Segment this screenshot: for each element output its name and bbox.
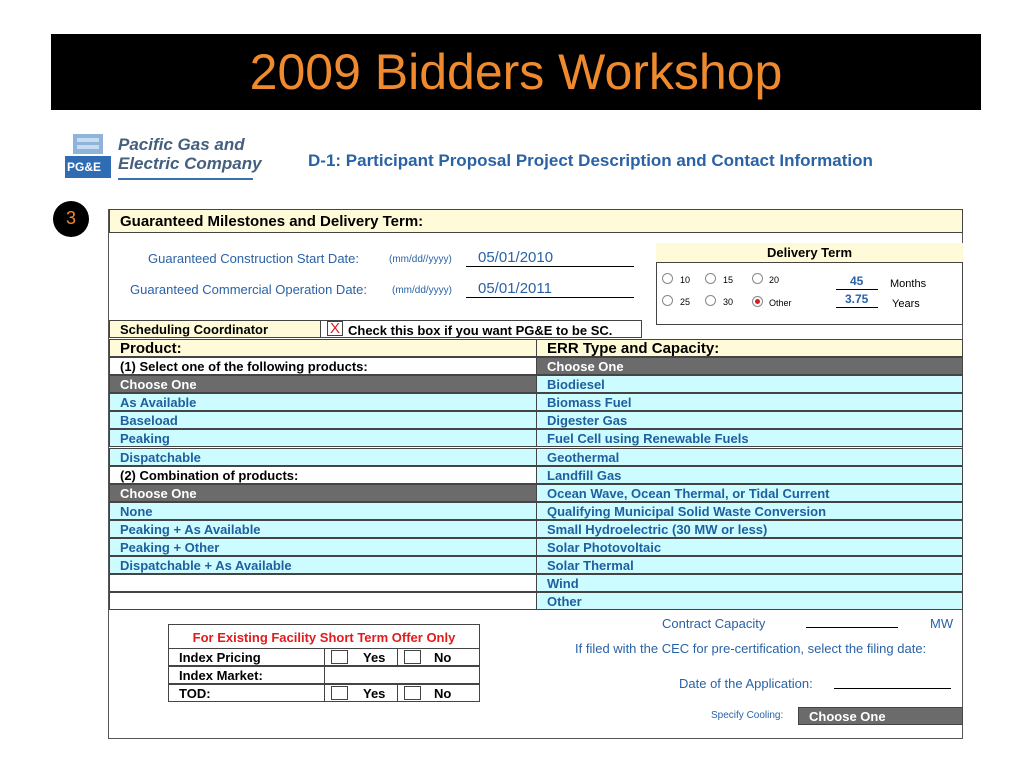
application-date-label: Date of the Application: bbox=[679, 676, 813, 691]
product-option-peaking-other[interactable]: Peaking + Other bbox=[109, 538, 537, 556]
product-option-as-available[interactable]: As Available bbox=[109, 393, 537, 411]
slide-title: 2009 Bidders Workshop bbox=[249, 44, 783, 100]
product-option-dispatchable[interactable]: Dispatchable bbox=[109, 448, 537, 466]
step-badge: 3 bbox=[53, 201, 89, 237]
delivery-years-underline bbox=[836, 307, 878, 308]
logo-mark-text: PG&E bbox=[67, 160, 102, 174]
construction-start-format: (mm/dd//yyyy) bbox=[389, 254, 452, 265]
company-name-line1: Pacific Gas and bbox=[118, 135, 245, 154]
err-option-landfill-gas[interactable]: Landfill Gas bbox=[536, 466, 963, 484]
delivery-months-underline bbox=[836, 289, 878, 290]
product-select[interactable]: Choose One bbox=[109, 484, 537, 502]
product-select[interactable]: Choose One bbox=[109, 375, 537, 393]
err-option-solar-thermal[interactable]: Solar Thermal bbox=[536, 556, 963, 574]
existing-facility-heading: For Existing Facility Short Term Offer Only bbox=[168, 624, 480, 649]
delivery-radio-10-label: 10 bbox=[680, 275, 691, 285]
cod-format: (mm/dd/yyyy) bbox=[392, 285, 452, 296]
index-pricing-label: Index Pricing bbox=[168, 648, 325, 666]
product-option-peaking-as-available[interactable]: Peaking + As Available bbox=[109, 520, 537, 538]
application-date-input[interactable] bbox=[834, 688, 951, 689]
delivery-radio-25[interactable] bbox=[662, 295, 673, 306]
construction-start-label: Guaranteed Construction Start Date: bbox=[148, 251, 360, 266]
product-blank-row bbox=[109, 574, 537, 592]
logo-underline bbox=[118, 178, 253, 180]
delivery-radio-20[interactable] bbox=[752, 273, 763, 284]
err-option-geothermal[interactable]: Geothermal bbox=[536, 448, 963, 466]
delivery-years-label: Years bbox=[892, 298, 920, 310]
tod-label: TOD: bbox=[168, 684, 325, 702]
index-market-input[interactable] bbox=[324, 666, 480, 684]
product-subheading: (1) Select one of the following products: bbox=[109, 357, 537, 375]
product-option-peaking[interactable]: Peaking bbox=[109, 429, 537, 447]
cod-input[interactable]: 05/01/2011 bbox=[478, 280, 552, 297]
err-option-biomass-fuel[interactable]: Biomass Fuel bbox=[536, 393, 963, 411]
delivery-radio-25-label: 25 bbox=[680, 297, 691, 307]
delivery-radio-30[interactable] bbox=[705, 295, 716, 306]
product-heading: Product: bbox=[109, 339, 537, 357]
delivery-years-value[interactable]: 3.75 bbox=[845, 292, 869, 306]
delivery-radio-15-label: 15 bbox=[723, 275, 734, 285]
index-pricing-yes-checkbox[interactable] bbox=[331, 650, 348, 664]
tod-yes-checkbox[interactable] bbox=[331, 686, 348, 700]
scheduling-coordinator-label: Scheduling Coordinator bbox=[109, 320, 321, 338]
delivery-radio-30-label: 30 bbox=[723, 297, 734, 307]
err-heading: ERR Type and Capacity: bbox=[536, 339, 963, 357]
index-market-label: Index Market: bbox=[168, 666, 325, 684]
delivery-radio-10[interactable] bbox=[662, 273, 673, 284]
delivery-months-label: Months bbox=[890, 278, 927, 290]
err-option-small-hydroelectric-30-mw-or-less[interactable]: Small Hydroelectric (30 MW or less) bbox=[536, 520, 963, 538]
cec-filing-text: If filed with the CEC for pre-certification, select the filing date: bbox=[575, 641, 927, 656]
contract-capacity-label: Contract Capacity bbox=[662, 616, 766, 631]
index-pricing-yes-label: Yes bbox=[363, 650, 386, 665]
err-option-biodiesel[interactable]: Biodiesel bbox=[536, 375, 963, 393]
construction-start-input[interactable]: 05/01/2010 bbox=[478, 249, 554, 266]
err-option-digester-gas[interactable]: Digester Gas bbox=[536, 411, 963, 429]
tod-no-checkbox[interactable] bbox=[404, 686, 421, 700]
contract-capacity-input[interactable] bbox=[806, 627, 898, 628]
product-option-none[interactable]: None bbox=[109, 502, 537, 520]
scheduling-coordinator-text: Check this box if you want PG&E to be SC. bbox=[348, 323, 613, 338]
company-name-line2: Electric Company bbox=[118, 154, 262, 173]
delivery-radio-20-label: 20 bbox=[769, 275, 780, 285]
cod-underline bbox=[466, 297, 634, 298]
company-name bbox=[118, 135, 262, 173]
err-option-wind[interactable]: Wind bbox=[536, 574, 963, 592]
err-select[interactable]: Choose One bbox=[536, 357, 963, 375]
err-option-qualifying-municipal-solid-waste-conversion[interactable]: Qualifying Municipal Solid Waste Conversion bbox=[536, 502, 963, 520]
delivery-radio-other[interactable] bbox=[752, 296, 763, 307]
index-pricing-no-label: No bbox=[434, 650, 452, 665]
index-pricing-no-checkbox[interactable] bbox=[404, 650, 421, 664]
tod-yes-label: Yes bbox=[363, 686, 386, 701]
err-option-fuel-cell-using-renewable-fuels[interactable]: Fuel Cell using Renewable Fuels bbox=[536, 429, 963, 447]
err-option-other[interactable]: Other bbox=[536, 592, 963, 610]
pge-logo-icon bbox=[63, 132, 113, 180]
delivery-radio-15[interactable] bbox=[705, 273, 716, 284]
contract-capacity-unit: MW bbox=[930, 616, 954, 631]
milestones-heading: Guaranteed Milestones and Delivery Term: bbox=[109, 209, 963, 233]
delivery-term-heading: Delivery Term bbox=[656, 243, 963, 263]
delivery-radio-other-label: Other bbox=[769, 298, 792, 308]
form-title: D-1: Participant Proposal Project Description and Contact Information bbox=[308, 151, 873, 170]
cooling-label: Specify Cooling: bbox=[711, 710, 784, 721]
err-option-solar-photovoltaic[interactable]: Solar Photovoltaic bbox=[536, 538, 963, 556]
tod-no-label: No bbox=[434, 686, 452, 701]
product-option-dispatchable-as-available[interactable]: Dispatchable + As Available bbox=[109, 556, 537, 574]
scheduling-coordinator-checkbox[interactable]: X bbox=[327, 321, 343, 336]
cod-label: Guaranteed Commercial Operation Date: bbox=[130, 282, 368, 297]
product-option-baseload[interactable]: Baseload bbox=[109, 411, 537, 429]
construction-start-underline bbox=[466, 266, 634, 267]
err-option-ocean-wave-ocean-thermal-or-tidal-current[interactable]: Ocean Wave, Ocean Thermal, or Tidal Current bbox=[536, 484, 963, 502]
product-subheading: (2) Combination of products: bbox=[109, 466, 537, 484]
product-blank-row bbox=[109, 592, 537, 610]
delivery-months-value[interactable]: 45 bbox=[850, 274, 864, 288]
cooling-select[interactable]: Choose One bbox=[798, 707, 963, 725]
